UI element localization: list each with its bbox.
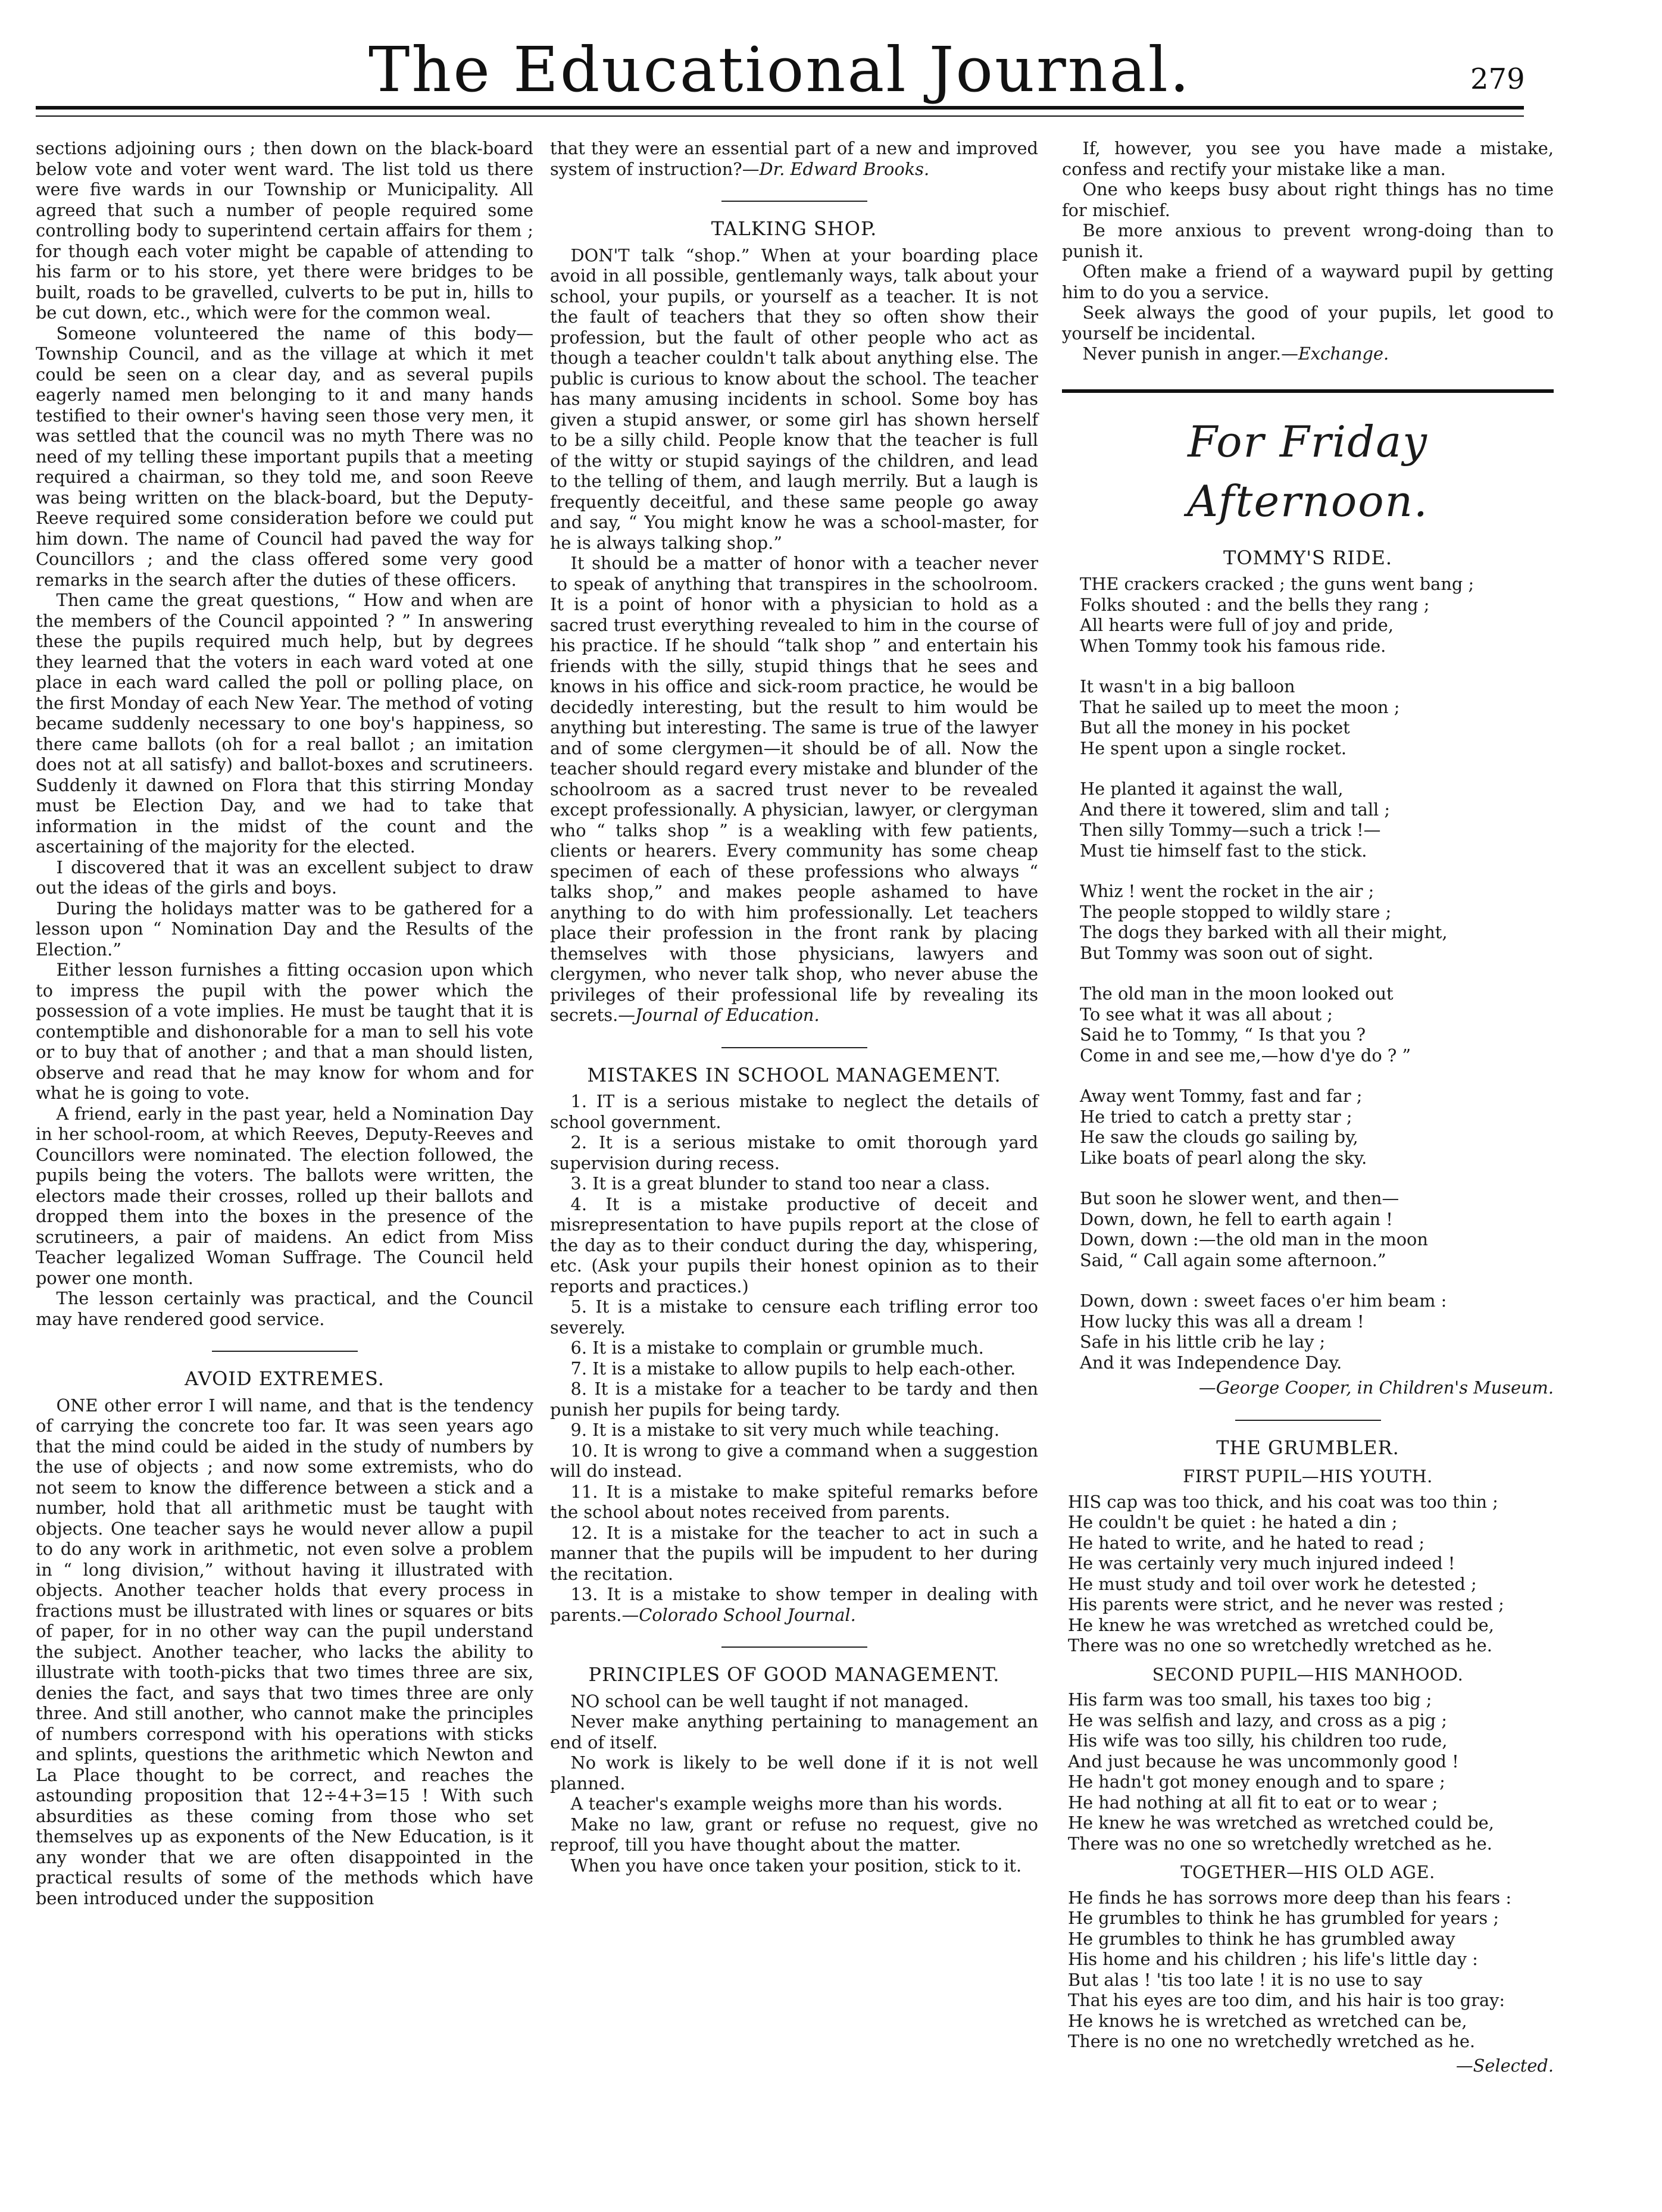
list-item: 10. It is wrong to give a command when a suggestion will do instead. (550, 1440, 1038, 1481)
poem-stanza (1080, 574, 1554, 656)
list-item: 9. It is a mistake to sit very much while teaching. (570, 1420, 999, 1440)
poem-line: He was certainly very much injured indeed ! (1068, 1553, 1455, 1573)
heading-grumbler: THE GRUMBLER. (1216, 1436, 1399, 1459)
list-item: Often make a friend of a wayward pupil by getting him to do you a service. (1062, 261, 1554, 302)
attribution: Dr. Edward Brooks. (759, 158, 930, 179)
page-number: 279 (1470, 63, 1525, 96)
attribution: —George Cooper, in Children's Museum. (1198, 1377, 1554, 1398)
heading-avoid-extremes: AVOID EXTREMES. (185, 1367, 385, 1390)
poem-line: Like boats of pearl along the sky. (1080, 1147, 1367, 1168)
poem-line: Safe in his little crib he lay ; (1080, 1332, 1326, 1352)
poem-line: His home and his children ; his life's little day : (1068, 1949, 1478, 1969)
poem-line: There is no one no wretchedly wretched as he. (1068, 2031, 1476, 2051)
friday-afternoon-title: For Friday Afternoon. (1187, 416, 1429, 526)
list-item: Be more anxious to prevent wrong-doing than to punish it. (1062, 220, 1554, 261)
poem-stanza (1080, 779, 1554, 861)
poem-part-title: SECOND PUPIL—HIS MANHOOD. (1152, 1664, 1464, 1685)
poem-line: Down, down :—the old man in the moon (1080, 1229, 1428, 1249)
poem-line: THE crackers cracked ; the guns went bang ; (1080, 574, 1474, 594)
poem-line: That his eyes are too dim, and his hair is too gray: (1068, 1990, 1505, 2010)
poem-line: He planted it against the wall, (1080, 779, 1344, 799)
poem-line: There was no one so wretchedly wretched as he. (1068, 1635, 1492, 1655)
list-item: 4. It is a mistake productive of deceit and misrepresentation to have pupils report at the close of the day as to their conduct during the day, whispering, etc. (Ask your pupils their honest opinion as to their reports and practices.) (550, 1194, 1038, 1296)
list-item: NO school can be well taught if not managed. (570, 1691, 969, 1711)
poem-line: But all the money in his pocket (1080, 717, 1350, 738)
paragraph: A friend, early in the past year, held a Nomination Day in her school-room, at which Reeves, Deputy-Reeves and Councillors were nominated. The election followed, the pupils being the voters. The ballots were written, the electors made their crosses, rolled up their ballots and dropped them into the boxes in the presence of the scrutineers, a pair of maidens. An edict from Miss Teacher legalized Woman Suffrage. The Council held power one month. (36, 1103, 533, 1288)
list-item: 2. It is a serious mistake to omit thorough yard supervision during recess. (550, 1132, 1038, 1173)
poem-line: Then silly Tommy—such a trick !— (1080, 820, 1381, 840)
list-item: A teacher's example weighs more than his words. (570, 1794, 1003, 1814)
attribution: —Selected. (1455, 2055, 1554, 2076)
column-2 (550, 138, 1038, 1876)
poem-line: But soon he slower went, and then— (1080, 1188, 1399, 1208)
paragraph: DON'T talk “shop.” When at your boarding place avoid in all possible, gentlemanly ways, talk about your school, your pupils, or yourself as a teacher. It is not the fault of teachers that they so often show their profession, but the fault of other people who act as though a teacher couldn't talk about anything else. The public is curious to know about the school. The teacher has many amusing incidents in school. Some boy has given a stupid answer, or some girl has shown herself to be a silly child. People know that the teacher is full of the witty or stupid sayings of the children, and lead to the telling of them, and laugh merrily. But a laugh is frequently deceitful, and these same people go away and say, “ You might know he was a school-master, for he is always talking shop.” (550, 245, 1038, 553)
poem-line: The people stopped to wildly stare ; (1080, 901, 1392, 922)
poem-line: But Tommy was soon out of sight. (1080, 942, 1374, 963)
poem-stanza (1080, 983, 1554, 1066)
section-divider (721, 1646, 867, 1648)
poem-line: He was selfish and lazy, and cross as a pig ; (1068, 1710, 1447, 1730)
poem-line: His wife was too silly, his children too rude, (1068, 1730, 1448, 1751)
list-item: 5. It is a mistake to censure each trifling error too severely. (550, 1296, 1038, 1338)
poem-line: His parents were strict, and he never was rested ; (1068, 1594, 1504, 1614)
heading-tommys-ride: TOMMY'S RIDE. (1223, 546, 1393, 569)
poem-stanza (1080, 676, 1554, 758)
poem-stanza (1068, 1689, 1554, 1854)
paragraph: sections adjoining ours ; then down on the black-board below vote and voter went ward. The list told us there were five wards in our Township or Municipality. All agreed that such a number of people required some controlling body to superintend certain affairs for them ; for though each voter might be capable of attending to his farm or to his store, yet there were bridges to be built, roads to be gravelled, culverts to be put in, hills to be cut down, etc., which were for the common weal. (36, 138, 533, 323)
poem-line: Down, down, he fell to earth again ! (1080, 1208, 1393, 1229)
paragraph-text: It should be a matter of honor with a teacher never to speak of anything that transpires in the schoolroom. It is a point of honor with a physician to hold as a sacred trust everything revealed to him in the course of his practice. If he should “talk shop ” and entertain his friends with the silly, stupid things that he sees and knows in his office and sick-room practice, he would be decidedly interesting, but the result to him would be anything but interesting. The same is true of the lawyer and of some clergymen—it should be of all. Now the teacher should regard every mistake and blunder of the schoolroom as a sacred trust never to be revealed except professionally. A physician, lawyer, or clergyman who “ talks shop ” is a weakling with few patients, clients or hearers. Every community has some cheap specimen of each of these professions who always “ talks shop,” and makes people ashamed to have anything to do with him professionally. Let teachers place their profession in the front rank by placing themselves with those physicians, lawyers and clergymen, who never talk shop, who never abuse the privileges of their professional life by revealing its secrets.— (550, 553, 1038, 1025)
paragraph-text: that they were an essential part of a new and improved system of instruction?— (550, 138, 1038, 179)
section-divider (721, 201, 867, 202)
paragraph (550, 553, 1038, 1026)
poem-line: It wasn't in a big balloon (1080, 676, 1295, 696)
poem-line: He grumbles to think he has grumbled away (1068, 1928, 1455, 1949)
list-item (1062, 343, 1554, 364)
attribution: Exchange. (1298, 343, 1389, 364)
poem-line: Must tie himself fast to the stick. (1080, 840, 1367, 861)
friday-section (1062, 389, 1554, 531)
poem-stanza (1068, 1492, 1554, 1656)
paragraph: ONE other error I will name, and that is the tendency of carrying the concrete too far. It was seen years ago that the mind could be aided in the study of numbers by the use of objects ; and now some extremists, who do not seem to know the difference between a stick and a number, hold that all arithmetic must be taught with objects. One teacher says he would never allow a pupil to do any work in arithmetic, not even solve a problem in “ long division,” without having it illustrated with objects. Another teacher holds that every process in fractions must be illustrated with lines or squares or bits of paper, for in no other way can the pupil understand the subject. Another teacher, who lacks the ability to illustrate with tooth-picks that two times three are six, denies the fact, and says that two times three are only three. And still another, who cannot make the principles of numbers correspond with his operations with sticks and splints, questions the arithmetic which Newton and La Place thought to be correct, and reaches the astounding proposition that 12÷4+3=15 ! With such absurdities as these coming from those who set themselves up as exponents of the New Education, is it any wonder that we are often disappointed in the practical results of some of the methods which have been introduced under the supposition (36, 1395, 533, 1908)
poem-line: He couldn't be quiet : he hated a din ; (1068, 1512, 1398, 1532)
list-item: One who keeps busy about right things has no time for mischief. (1062, 179, 1554, 220)
poem-line: Away went Tommy, fast and far ; (1080, 1086, 1363, 1106)
masthead-rule-thin (36, 115, 1524, 117)
paragraph: I discovered that it was an excellent subject to draw out the ideas of the girls and boys. (36, 857, 533, 898)
masthead-title: The Educational Journal. (368, 33, 1191, 106)
poem-line: And it was Independence Day. (1080, 1352, 1342, 1373)
poem-line: Whiz ! went the rocket in the air ; (1080, 881, 1374, 901)
list-item: 8. It is a mistake for a teacher to be tardy and then punish her pupils for being tardy. (550, 1379, 1038, 1420)
list-item: Never make anything pertaining to management an end of itself. (550, 1711, 1038, 1752)
poem-stanza (1068, 1888, 1554, 2052)
poem-line: He hated to write, and he hated to read ; (1068, 1532, 1425, 1553)
heading-talking-shop: TALKING SHOP. (711, 217, 877, 240)
poem-line: He spent upon a single rocket. (1080, 738, 1347, 758)
poem-stanza (1080, 1086, 1554, 1168)
poem-line: He saw the clouds go sailing by, (1080, 1127, 1358, 1147)
paragraph: Someone volunteered the name of this body—Township Council, and as the village at which it met could be seen on a clear day, and as several pupils eagerly named men belonging to it and many hands testified to their owner's having seen those very men, it was settled that the council was no myth There was no need of my telling these important pupils that a meeting required a chairman, so they told me, and soon Reeve was being written on the black-board, but the Deputy-Reeve required some consideration before we could put him down. The name of Council had paved the way for Councillors ; and the class offered some very good remarks in the search after the duties of these officers. (36, 323, 533, 590)
section-divider (1235, 1420, 1381, 1421)
list-item: If, however, you see you have made a mistake, confess and rectify your mistake like a man. (1062, 138, 1554, 179)
poem-line: And just because he was uncommonly good ! (1068, 1751, 1459, 1772)
list-item: When you have once taken your position, stick to it. (570, 1855, 1022, 1876)
section-divider (721, 1047, 867, 1048)
list-item: 1. IT is a serious mistake to neglect the details of school government. (550, 1091, 1038, 1132)
list-item: Make no law, grant or refuse no request, give no reproof, till you have thought about the matter. (550, 1814, 1038, 1855)
poem-line: Come in and see me,—how d'ye do ? ” (1080, 1045, 1411, 1066)
paragraph (550, 138, 1038, 179)
poem-line: How lucky this was all a dream ! (1080, 1311, 1364, 1332)
poem-line: He tried to catch a pretty star ; (1080, 1106, 1352, 1127)
section-divider (212, 1351, 358, 1352)
poem-line: He finds he has sorrows more deep than his fears : (1068, 1887, 1512, 1908)
paragraph: Either lesson furnishes a fitting occasion upon which to impress the pupil with the power which the possession of a vote implies. He must be taught that it is contemptible and dishonorable for a man to sell his vote or to buy that of another ; and that a man should listen, observe and read that he may know for whom and for what he is going to vote. (36, 960, 533, 1103)
poem-stanza (1080, 1291, 1554, 1373)
paragraph: Then came the great questions, “ How and when are the members of the Council appointed ? ” In answering these the pupils required much help, but by degrees they learned that the voters in each ward voted at one place in each ward called the poll or polling place, on the first Monday of each New Year. The method of voting became suddenly necessary to one boy's happiness, so there came ballots (oh for a real ballot ; an imitation does not at all satisfy) and ballot-boxes and scrutineers. Suddenly it dawned on Flora that this stirring Monday must be Election Day, and we had to take that information in the midst of the count and the ascertaining of the majority for the elected. (36, 590, 533, 857)
poem-line: The old man in the moon looked out (1080, 983, 1394, 1004)
poem-line: He grumbles to think he has grumbled for years ; (1068, 1908, 1499, 1928)
masthead-rule-thick (36, 106, 1524, 110)
poem-line: But alas ! 'tis too late ! it is no use to say (1068, 1969, 1423, 1990)
poem-stanza (1080, 1188, 1554, 1270)
poem-line: He knew he was wretched as wretched could be, (1068, 1614, 1494, 1635)
poem-line: He hadn't got money enough and to spare ; (1068, 1772, 1445, 1792)
poem-line: All hearts were full of joy and pride, (1080, 615, 1394, 635)
poem-line: Said, “ Call again some afternoon.” (1080, 1249, 1386, 1270)
poem-line: HIS cap was too thick, and his coat was too thin ; (1068, 1491, 1498, 1512)
list-item: 12. It is a mistake for the teacher to act in such a manner that the pupils will be impudent to her during the recitation. (550, 1522, 1038, 1584)
list-item: 11. It is a mistake to make spiteful remarks before the school about notes received from parents. (550, 1481, 1038, 1522)
poem-line: There was no one so wretchedly wretched as he. (1068, 1833, 1492, 1854)
poem-line: When Tommy took his famous ride. (1080, 635, 1386, 656)
heading-mistakes: MISTAKES IN SCHOOL MANAGEMENT. (587, 1063, 1001, 1086)
list-item-text: 13. It is a mistake to show temper in dealing with parents.— (550, 1584, 1038, 1625)
poem-part-title: TOGETHER—HIS OLD AGE. (1180, 1862, 1435, 1882)
poem-line: He had nothing at all fit to eat or to wear ; (1068, 1792, 1438, 1813)
poem-line: To see what it was all about ; (1080, 1004, 1333, 1024)
attribution: Colorado School Journal. (639, 1604, 856, 1625)
poem-stanza (1080, 881, 1554, 963)
list-item: 6. It is a mistake to complain or grumble much. (570, 1338, 984, 1358)
poem-line: And there it towered, slim and tall ; (1080, 799, 1391, 820)
list-item (550, 1584, 1038, 1625)
poem-line: Folks shouted : and the bells they rang ; (1080, 594, 1430, 615)
poem-line: He must study and toil over work he detested ; (1068, 1573, 1477, 1594)
poem-line: He knows he is wretched as wretched can be, (1068, 2010, 1467, 2031)
poem-part-title: FIRST PUPIL—HIS YOUTH. (1183, 1466, 1433, 1486)
column-3 (1062, 138, 1554, 2076)
list-item-text: Never punish in anger.— (1082, 343, 1298, 364)
poem-line: Down, down : sweet faces o'er him beam : (1080, 1291, 1447, 1311)
poem-line: That he sailed up to meet the moon ; (1080, 696, 1400, 717)
column-1 (36, 138, 533, 1908)
poem-line: His farm was too small, his taxes too big ; (1068, 1689, 1432, 1710)
attribution: Journal of Education. (635, 1005, 820, 1025)
list-item: 7. It is a mistake to allow pupils to help each-other. (570, 1358, 1016, 1379)
poem-line: Said he to Tommy, “ Is that you ? (1080, 1024, 1366, 1045)
paragraph: During the holidays matter was to be gathered for a lesson upon “ Nomination Day and the Results of the Election.” (36, 898, 533, 960)
heading-principles: PRINCIPLES OF GOOD MANAGEMENT. (588, 1663, 1000, 1686)
list-item: No work is likely to be well done if it is not well planned. (550, 1752, 1038, 1794)
poem-line: He knew he was wretched as wretched could be, (1068, 1813, 1494, 1833)
paragraph: The lesson certainly was practical, and the Council may have rendered good service. (36, 1288, 533, 1329)
list-item: 3. It is a great blunder to stand too near a class. (570, 1173, 991, 1194)
list-item: Seek always the good of your pupils, let good to yourself be incidental. (1062, 302, 1554, 343)
poem-line: The dogs they barked with all their might, (1080, 922, 1448, 942)
